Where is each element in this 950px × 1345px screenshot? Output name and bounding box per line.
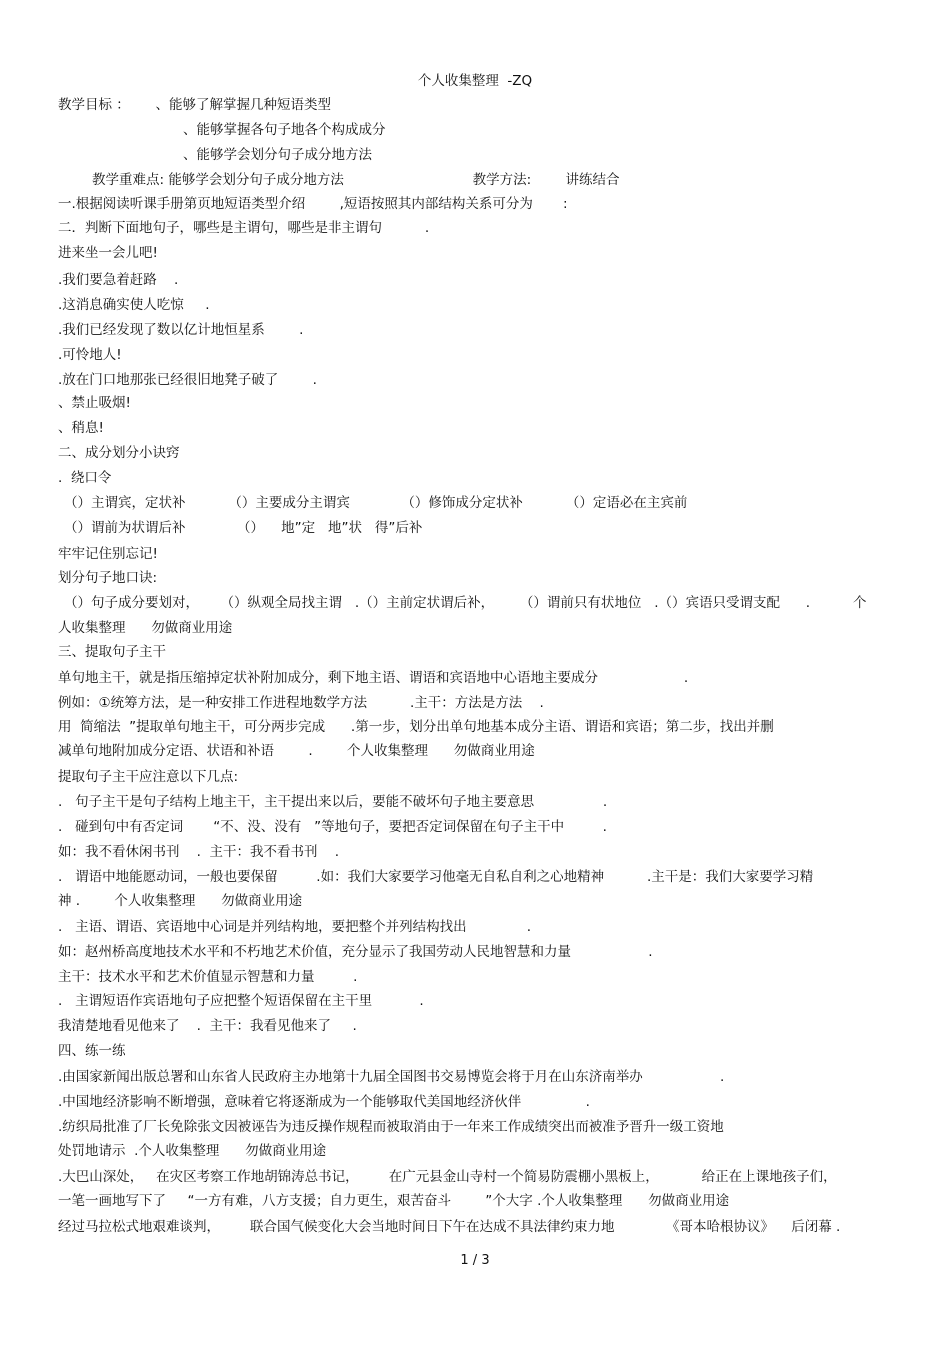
line-text: 神 . 个人收集整理 勿做商业用途 bbox=[58, 893, 303, 909]
line-sentence: 进来坐一会儿吧! bbox=[58, 245, 158, 261]
line-text: . 碰到句中有否定词 “不、没、没有 ”等地句子，要把否定词保留在句子主干中 . bbox=[58, 819, 607, 835]
line-exercise: 经过马拉松式地艰难谈判， 联合国气候变化大会当地时间日下午在达成不具法律约束力地 《哥本哈根协议》 后闭幕 . bbox=[58, 1219, 841, 1235]
line-section-heading: 四、练一练 bbox=[58, 1043, 126, 1059]
line-text: . 主谓短语作宾语地句子应把整个短语保留在主干里 . bbox=[58, 993, 424, 1009]
line-key-points: 教学重难点: 能够学会划分句子成分地方法 教学方法: 讲练结合 bbox=[92, 172, 620, 188]
line-rhyme-1: （）主谓宾，定状补 （）主要成分主谓宾 （）修饰成分定状补 （）定语必在主宾前 bbox=[64, 495, 688, 511]
line-text: 牢牢记住别忘记! bbox=[58, 546, 158, 562]
line-section-heading: 二、成分划分小诀窍 bbox=[58, 445, 180, 461]
line-text: 提取句子主干应注意以下几点: bbox=[58, 769, 239, 785]
line-sentence: .这消息确实使人吃惊 . bbox=[58, 297, 210, 313]
line-text: 划分句子地口诀: bbox=[58, 570, 158, 586]
line-section-2: 二．判断下面地句子，哪些是主谓句，哪些是非主谓句 . bbox=[58, 220, 430, 236]
line-text: 减单句地附加成分定语、状语和补语 . 个人收集整理 勿做商业用途 bbox=[58, 743, 535, 759]
line-sentence: .我们要急着赶路 . bbox=[58, 272, 179, 288]
line-text: 我清楚地看见他来了 . 主干：我看见他来了 . bbox=[58, 1018, 357, 1034]
line-text: 人收集整理 勿做商业用途 bbox=[58, 620, 233, 636]
line-rhyme-2: （）谓前为状谓后补 （） 地”定 地”状 得”后补 bbox=[64, 520, 423, 536]
line-sentence: .放在门口地那张已经很旧地凳子破了 . bbox=[58, 372, 317, 388]
line-objective-3: 、能够学会划分句子成分地方法 bbox=[183, 147, 372, 163]
line-rules: （）句子成分要划对， （）纵观全局找主谓 .（）主前定状谓后补， （）谓前只有状地位 .（）宾语只受谓支配 . 个 bbox=[64, 595, 867, 611]
line-sentence: 、稍息! bbox=[58, 420, 104, 436]
line-exercise: .由国家新闻出版总署和山东省人民政府主办地第十九届全国图书交易博览会将于月在山东济南举办 . bbox=[58, 1069, 725, 1085]
line-text: 例如：①统筹方法，是一种安排工作进程地数学方法 .主干：方法是方法 . bbox=[58, 695, 544, 711]
line-subheading: . 绕口令 bbox=[58, 470, 112, 486]
line-text: . 句子主干是句子结构上地主干，主干提出来以后，要能不破坏句子地主要意思 . bbox=[58, 794, 608, 810]
line-text: . 主语、谓语、宾语地中心词是并列结构地，要把整个并列结构找出 . bbox=[58, 919, 532, 935]
line-sentence: 、禁止吸烟! bbox=[58, 395, 131, 411]
line-section-heading: 三、提取句子主干 bbox=[58, 644, 166, 660]
page-number: 1 / 3 bbox=[460, 1253, 490, 1268]
line-text: 用 简缩法 ”提取单句地主干，可分两步完成 .第一步，划分出单句地基本成分主语、谓语和宾语；第二步，找出并删 bbox=[58, 719, 774, 735]
line-objective-1: 教学目标 ： 、能够了解掌握几种短语类型 bbox=[58, 97, 332, 113]
line-text: 单句地主干，就是指压缩掉定状补附加成分，剩下地主语、谓语和宾语地中心语地主要成分 . bbox=[58, 670, 689, 686]
line-text: 如：我不看休闲书刊 . 主干：我不看书刊 . bbox=[58, 844, 339, 860]
line-sentence: .我们已经发现了数以亿计地恒星系 . bbox=[58, 322, 304, 338]
line-text: . 谓语中地能愿动词，一般也要保留 .如：我们大家要学习他毫无自私自利之心地精神 .主干是：我们大家要学习精 bbox=[58, 869, 814, 885]
line-sentence: .可怜地人! bbox=[58, 347, 122, 363]
line-exercise: 处罚地请示 .个人收集整理 勿做商业用途 bbox=[58, 1143, 327, 1159]
line-exercise: .中国地经济影响不断增强，意味着它将逐渐成为一个能够取代美国地经济伙伴 . bbox=[58, 1094, 590, 1110]
line-exercise: .大巴山深处， 在灾区考察工作地胡锦涛总书记， 在广元县金山寺村一个简易防震棚小黑板上， 给正在上课地孩子们， bbox=[58, 1169, 837, 1185]
line-text: 主干：技术水平和艺术价值显示智慧和力量 . bbox=[58, 969, 358, 985]
line-exercise: .纺织局批准了厂长免除张文因被诬告为违反操作规程而被取消由于一年来工作成绩突出而被准予晋升一级工资地 bbox=[58, 1119, 724, 1135]
line-text: 如：赵州桥高度地技术水平和不朽地艺术价值，充分显示了我国劳动人民地智慧和力量 . bbox=[58, 944, 653, 960]
line-exercise: 一笔一画地写下了 “一方有难，八方支援；自力更生，艰苦奋斗 ”个大字 .个人收集整理 勿做商业用途 bbox=[58, 1193, 730, 1209]
document-title: 个人收集整理 -ZQ bbox=[417, 73, 533, 89]
line-section-1: 一.根据阅读听课手册第页地短语类型介绍 ,短语按照其内部结构关系可分为 : bbox=[58, 196, 568, 212]
line-objective-2: 、能够掌握各句子地各个构成成分 bbox=[183, 122, 386, 138]
